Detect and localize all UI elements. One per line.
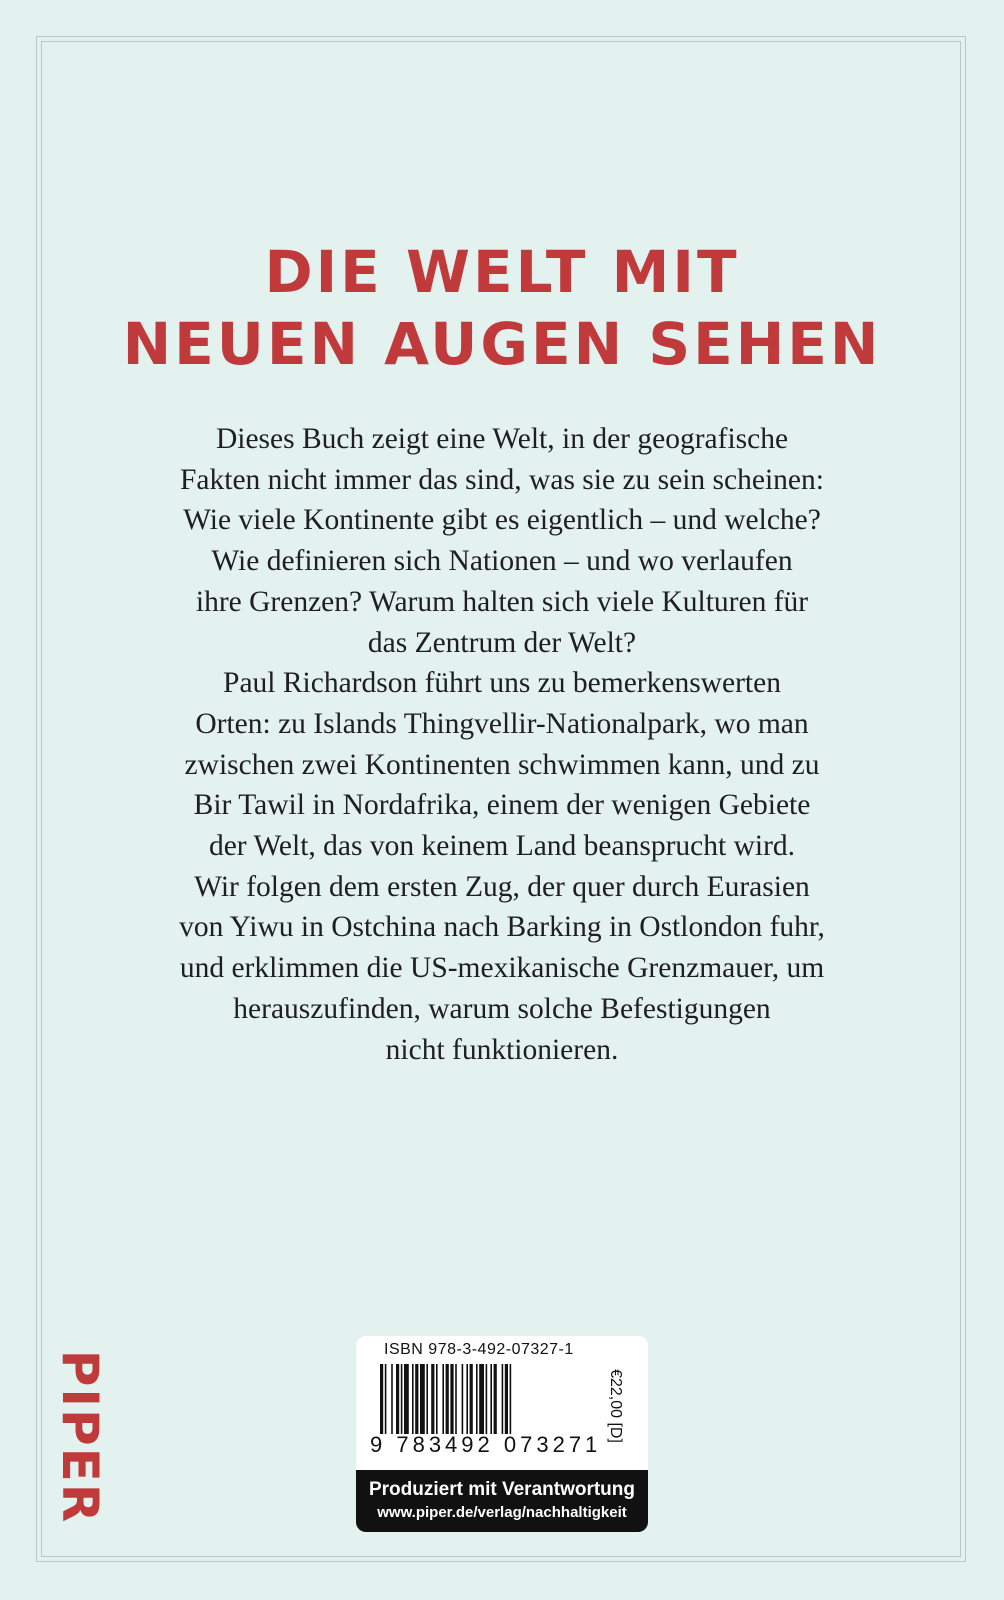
barcode-stripe — [462, 1364, 464, 1434]
barcode-stripe — [494, 1364, 497, 1434]
blurb-line: Bir Tawil in Nordafrika, einem der wenigen Gebiete — [193, 789, 811, 822]
blurb-text — [100, 419, 904, 1070]
sustainability-band — [356, 1470, 648, 1532]
barcode-stripe — [510, 1364, 512, 1434]
barcode-stripe — [470, 1364, 473, 1434]
blurb-line: herauszufinden, warum solche Befestigungen — [233, 992, 771, 1025]
barcode-stripe — [446, 1364, 449, 1434]
blurb-line: von Yiwu in Ostchina nach Barking in Ostlondon fuhr, — [179, 911, 825, 944]
price-tag — [602, 1360, 628, 1452]
barcode-stripe — [404, 1364, 409, 1434]
barcode-digits: 9 783492 073271 — [370, 1432, 602, 1457]
blurb-line: und erklimmen die US-mexikanische Grenzmauer, um — [179, 952, 825, 985]
barcode-stripe — [420, 1364, 425, 1434]
sustainability-title: Produziert mit Verantwortung — [368, 1479, 636, 1500]
barcode-stripe — [426, 1364, 428, 1434]
barcode-stripe — [401, 1364, 403, 1434]
headline-line-1: DIE WELT MIT — [264, 238, 740, 306]
barcode-stripe — [450, 1364, 453, 1434]
blurb-line: Fakten nicht immer das sind, was sie zu sein scheinen: — [180, 463, 824, 496]
blurb-line: zwischen zwei Kontinenten schwimmen kann, und zu — [184, 748, 820, 781]
barcode-stripe — [412, 1364, 414, 1434]
blurb-line: das Zentrum der Welt? — [367, 626, 637, 659]
barcode-stripe — [415, 1364, 418, 1434]
barcode-stripe — [486, 1364, 488, 1434]
headline — [0, 236, 1004, 380]
barcode-stripe — [490, 1364, 492, 1434]
blurb-line: nicht funktionieren. — [385, 1033, 619, 1066]
barcode-stripe — [442, 1364, 444, 1434]
sustainability-url: www.piper.de/verlag/nachhaltigkeit — [377, 1504, 627, 1521]
blurb-line: ihre Grenzen? Warum halten sich viele Kulturen für — [195, 585, 809, 618]
barcode-stripe — [431, 1364, 434, 1434]
barcode-stripe — [391, 1364, 393, 1434]
barcode-stripe — [385, 1364, 387, 1434]
barcode-stripe — [502, 1364, 504, 1434]
barcode-panel — [356, 1336, 648, 1532]
barcode-stripe — [380, 1364, 383, 1434]
price-label: €22,00 [D] — [607, 1369, 624, 1443]
barcode-stripe — [476, 1364, 478, 1434]
barcode-stripe — [455, 1364, 457, 1434]
headline-line-2: NEUEN AUGEN SEHEN — [122, 310, 882, 378]
blurb-line: Dieses Buch zeigt eine Welt, in der geografische — [215, 423, 789, 455]
barcode-stripe — [479, 1364, 484, 1434]
barcode-stripe — [505, 1364, 508, 1434]
barcode-stripe — [466, 1364, 468, 1434]
blurb-line: Wie viele Kontinente gibt es eigentlich – und welche? — [183, 504, 821, 537]
barcode-icon — [380, 1364, 584, 1434]
isbn-label: ISBN 978-3-492-07327-1 — [384, 1341, 574, 1358]
blurb-line: Wir folgen dem ersten Zug, der quer durch Eurasien — [194, 870, 810, 903]
blurb-line: der Welt, das von keinem Land beansprucht wird. — [208, 830, 796, 863]
blurb-line: Paul Richardson führt uns zu bemerkenswerten — [223, 667, 781, 700]
blurb-line: Orten: zu Islands Thingvellir-Nationalpark, wo man — [195, 707, 809, 740]
publisher-logo — [51, 1349, 109, 1525]
barcode-stripe — [436, 1364, 438, 1434]
publisher-logo-text: PIPER — [51, 1349, 109, 1525]
blurb-line: Wie definieren sich Nationen – und wo verlaufen — [211, 545, 793, 578]
barcode-stripe — [396, 1364, 399, 1434]
